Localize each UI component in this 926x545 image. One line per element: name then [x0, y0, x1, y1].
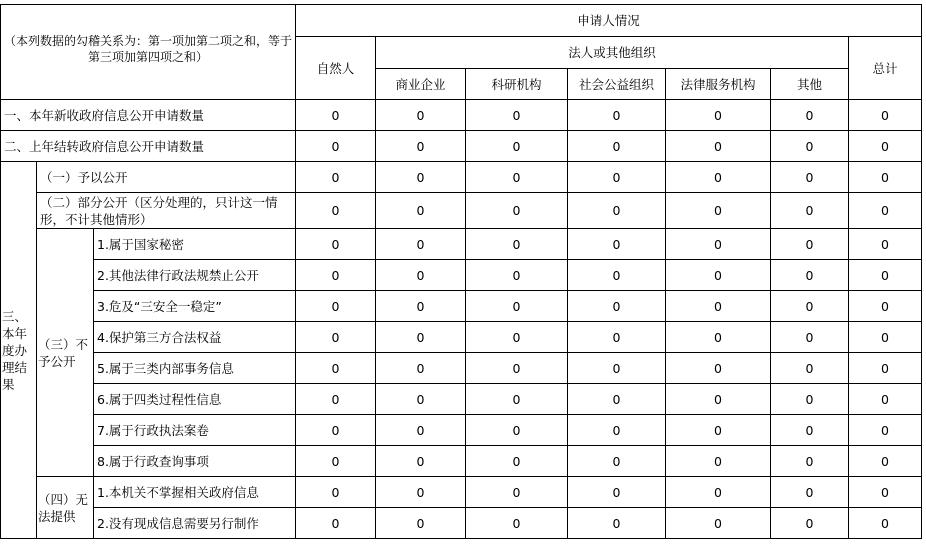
- cell-total: 0: [849, 162, 922, 193]
- table-row: [1, 508, 922, 539]
- cell-legal-service: 0: [666, 229, 771, 260]
- cell-research: 0: [466, 353, 568, 384]
- cell-natural-person: 0: [296, 322, 376, 353]
- cell-natural-person: 0: [296, 384, 376, 415]
- table-row: [1, 193, 922, 229]
- cell-business: 0: [376, 260, 466, 291]
- cell-public-welfare: 0: [568, 415, 666, 446]
- header-col-public-welfare: 社会公益组织: [568, 69, 666, 100]
- table-row: [1, 353, 922, 384]
- table-row: [1, 131, 922, 162]
- cell-business: 0: [376, 162, 466, 193]
- header-note: （本列数据的勾稽关系为：第一项加第二项之和，等于第三项加第四项之和）: [1, 5, 296, 100]
- cell-research: 0: [466, 291, 568, 322]
- table-row: [1, 229, 922, 260]
- cell-natural-person: 0: [296, 229, 376, 260]
- cell-total: 0: [849, 446, 922, 477]
- cell-other: 0: [771, 415, 849, 446]
- table-row: [1, 446, 922, 477]
- cell-research: 0: [466, 508, 568, 539]
- row-label: 二、上年结转政府信息公开申请数量: [1, 131, 296, 162]
- cell-total: 0: [849, 193, 922, 229]
- cell-total: 0: [849, 100, 922, 131]
- cell-public-welfare: 0: [568, 100, 666, 131]
- cell-business: 0: [376, 193, 466, 229]
- row-label: 一、本年新收政府信息公开申请数量: [1, 100, 296, 131]
- row-label: 6.属于四类过程性信息: [94, 384, 296, 415]
- cell-public-welfare: 0: [568, 229, 666, 260]
- cell-public-welfare: 0: [568, 162, 666, 193]
- cell-research: 0: [466, 477, 568, 508]
- row-label: 8.属于行政查询事项: [94, 446, 296, 477]
- cell-business: 0: [376, 322, 466, 353]
- cell-other: 0: [771, 229, 849, 260]
- row-label: 7.属于行政执法案卷: [94, 415, 296, 446]
- cell-legal-service: 0: [666, 322, 771, 353]
- table-row: [1, 322, 922, 353]
- section-3d-label: （四）无法提供: [37, 477, 94, 539]
- cell-other: 0: [771, 508, 849, 539]
- cell-legal-service: 0: [666, 353, 771, 384]
- cell-total: 0: [849, 131, 922, 162]
- cell-public-welfare: 0: [568, 353, 666, 384]
- cell-total: 0: [849, 384, 922, 415]
- cell-legal-service: 0: [666, 100, 771, 131]
- cell-research: 0: [466, 384, 568, 415]
- cell-other: 0: [771, 353, 849, 384]
- cell-public-welfare: 0: [568, 384, 666, 415]
- header-applicant: 申请人情况: [296, 5, 922, 37]
- cell-total: 0: [849, 415, 922, 446]
- header-col-legal-service: 法律服务机构: [666, 69, 771, 100]
- cell-natural-person: 0: [296, 100, 376, 131]
- cell-research: 0: [466, 322, 568, 353]
- cell-research: 0: [466, 260, 568, 291]
- cell-business: 0: [376, 508, 466, 539]
- cell-legal-service: 0: [666, 260, 771, 291]
- cell-natural-person: 0: [296, 446, 376, 477]
- cell-business: 0: [376, 384, 466, 415]
- header-col-other: 其他: [771, 69, 849, 100]
- cell-total: 0: [849, 322, 922, 353]
- cell-business: 0: [376, 131, 466, 162]
- table-row: [1, 477, 922, 508]
- table-row: [1, 162, 922, 193]
- cell-business: 0: [376, 291, 466, 322]
- cell-other: 0: [771, 162, 849, 193]
- row-label: 3.危及“三安全一稳定”: [94, 291, 296, 322]
- cell-other: 0: [771, 193, 849, 229]
- cell-other: 0: [771, 260, 849, 291]
- cell-total: 0: [849, 353, 922, 384]
- row-label: （二）部分公开（区分处理的，只计这一情形，不计其他情形）: [37, 193, 296, 229]
- cell-public-welfare: 0: [568, 193, 666, 229]
- cell-natural-person: 0: [296, 260, 376, 291]
- cell-other: 0: [771, 291, 849, 322]
- cell-total: 0: [849, 477, 922, 508]
- cell-research: 0: [466, 415, 568, 446]
- table-row: [1, 291, 922, 322]
- row-label: 4.保护第三方合法权益: [94, 322, 296, 353]
- cell-total: 0: [849, 260, 922, 291]
- cell-natural-person: 0: [296, 291, 376, 322]
- cell-business: 0: [376, 100, 466, 131]
- cell-business: 0: [376, 446, 466, 477]
- cell-natural-person: 0: [296, 131, 376, 162]
- cell-legal-service: 0: [666, 508, 771, 539]
- row-label: 1.本机关不掌握相关政府信息: [94, 477, 296, 508]
- cell-legal-service: 0: [666, 193, 771, 229]
- header-col-business: 商业企业: [376, 69, 466, 100]
- cell-other: 0: [771, 477, 849, 508]
- row-label: 2.没有现成信息需要另行制作: [94, 508, 296, 539]
- disclosure-table: [0, 4, 922, 539]
- table-row: [1, 415, 922, 446]
- header-col-research: 科研机构: [466, 69, 568, 100]
- row-label: （一）予以公开: [37, 162, 296, 193]
- cell-research: 0: [466, 446, 568, 477]
- cell-natural-person: 0: [296, 477, 376, 508]
- header-legal-org: 法人或其他组织: [376, 37, 849, 69]
- cell-other: 0: [771, 384, 849, 415]
- cell-research: 0: [466, 162, 568, 193]
- row-label: 1.属于国家秘密: [94, 229, 296, 260]
- section-3c-label: （三）不予公开: [37, 229, 94, 477]
- cell-research: 0: [466, 229, 568, 260]
- table-row: [1, 260, 922, 291]
- section-3-label: 三、本年度办理结果: [1, 162, 37, 539]
- cell-legal-service: 0: [666, 131, 771, 162]
- cell-natural-person: 0: [296, 415, 376, 446]
- cell-business: 0: [376, 229, 466, 260]
- cell-natural-person: 0: [296, 353, 376, 384]
- cell-natural-person: 0: [296, 508, 376, 539]
- cell-total: 0: [849, 229, 922, 260]
- cell-natural-person: 0: [296, 193, 376, 229]
- cell-public-welfare: 0: [568, 322, 666, 353]
- header-total: 总计: [849, 37, 922, 100]
- header-natural-person: 自然人: [296, 37, 376, 100]
- cell-legal-service: 0: [666, 415, 771, 446]
- cell-public-welfare: 0: [568, 291, 666, 322]
- cell-research: 0: [466, 131, 568, 162]
- table-row: [1, 384, 922, 415]
- cell-research: 0: [466, 193, 568, 229]
- cell-other: 0: [771, 131, 849, 162]
- cell-total: 0: [849, 291, 922, 322]
- cell-public-welfare: 0: [568, 260, 666, 291]
- cell-public-welfare: 0: [568, 131, 666, 162]
- cell-other: 0: [771, 446, 849, 477]
- cell-legal-service: 0: [666, 162, 771, 193]
- cell-legal-service: 0: [666, 446, 771, 477]
- cell-total: 0: [849, 508, 922, 539]
- cell-business: 0: [376, 477, 466, 508]
- cell-legal-service: 0: [666, 477, 771, 508]
- cell-public-welfare: 0: [568, 477, 666, 508]
- table-wrapper: [0, 4, 922, 539]
- cell-natural-person: 0: [296, 162, 376, 193]
- cell-public-welfare: 0: [568, 508, 666, 539]
- row-label: 5.属于三类内部事务信息: [94, 353, 296, 384]
- cell-legal-service: 0: [666, 291, 771, 322]
- cell-other: 0: [771, 322, 849, 353]
- cell-legal-service: 0: [666, 384, 771, 415]
- row-label: 2.其他法律行政法规禁止公开: [94, 260, 296, 291]
- cell-business: 0: [376, 353, 466, 384]
- table-row: [1, 100, 922, 131]
- cell-business: 0: [376, 415, 466, 446]
- cell-other: 0: [771, 100, 849, 131]
- cell-public-welfare: 0: [568, 446, 666, 477]
- cell-research: 0: [466, 100, 568, 131]
